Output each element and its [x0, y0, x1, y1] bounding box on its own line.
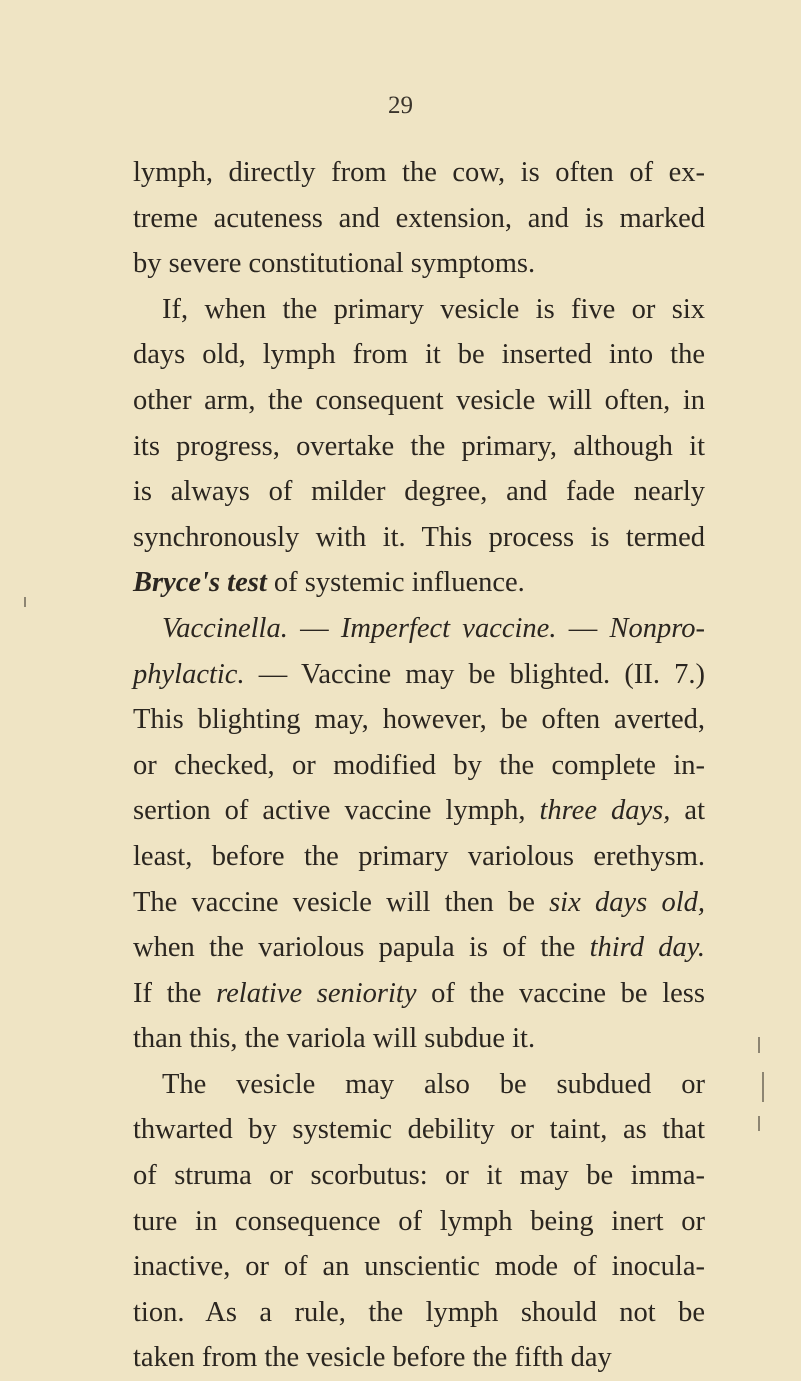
emphasis-text: relative seniority: [216, 977, 417, 1009]
text-segment: days old, lymph from it be inserted into the: [133, 339, 705, 371]
emphasis-text: third day.: [589, 932, 705, 964]
text-line: [133, 1290, 705, 1336]
text-line: [133, 1062, 705, 1108]
text-line: [133, 378, 705, 424]
text-line: [133, 743, 705, 789]
text-segment: of the vaccine be less: [416, 977, 705, 1009]
text-line: [133, 1107, 705, 1153]
text-segment: —: [556, 612, 610, 644]
text-line: [133, 560, 705, 606]
text-segment: by severe constitutional symptoms.: [133, 248, 536, 280]
text-line: [133, 515, 705, 561]
text-segment: This blighting may, however, be often averted,: [133, 704, 705, 736]
text-segment: treme acuteness and extension, and is marked: [133, 202, 705, 234]
emphasis-text: six days old,: [549, 886, 705, 918]
text-line: [133, 287, 705, 333]
text-line: [133, 652, 705, 698]
text-line: [133, 332, 705, 378]
text-segment: its progress, overtake the primary, although it: [133, 430, 705, 462]
text-segment: thwarted by systemic debility or taint, as that: [133, 1114, 705, 1146]
emphasis-text: Nonpro-: [609, 612, 706, 644]
text-segment: ture in consequence of lymph being inert or: [133, 1205, 705, 1237]
edge-mark: [758, 1037, 760, 1053]
text-line: [133, 925, 705, 971]
text-line: [133, 1244, 705, 1290]
text-line: [133, 1199, 705, 1245]
text-line: [133, 606, 705, 652]
text-segment: tion. As a rule, the lymph should not be: [133, 1296, 705, 1328]
text-line: [133, 241, 705, 287]
text-segment: of systemic influence.: [266, 567, 525, 599]
edge-mark: [758, 1116, 760, 1131]
page-number: 29: [388, 92, 413, 119]
text-segment: taken from the vesicle before the fifth day: [133, 1342, 612, 1374]
text-segment: other arm, the consequent vesicle will often, in: [133, 384, 705, 416]
text-segment: at: [670, 795, 705, 827]
text-segment: is always of milder degree, and fade nearly: [133, 476, 705, 508]
text-segment: of struma or scorbutus: or it may be imma-: [133, 1160, 705, 1192]
emphasis-text: three days,: [539, 795, 671, 827]
text-segment: least, before the primary variolous erethysm.: [133, 840, 705, 872]
text-segment: If, when the primary vesicle is five or six: [162, 293, 705, 325]
text-line: [133, 469, 705, 515]
text-line: [133, 1335, 705, 1381]
text-line: [133, 697, 705, 743]
text-segment: The vaccine vesicle will then be: [133, 886, 550, 918]
text-line: [133, 196, 705, 242]
text-segment: when the variolous papula is of the: [133, 932, 590, 964]
emphasis-text: Vaccinella.: [162, 612, 288, 644]
text-segment: lymph, directly from the cow, is often of ex-: [133, 157, 705, 188]
text-line: [133, 971, 705, 1017]
text-line: [133, 1016, 705, 1062]
text-line: [133, 150, 705, 196]
text-line: [133, 424, 705, 470]
text-segment: —: [287, 612, 341, 644]
text-line: [133, 834, 705, 880]
text-segment: or checked, or modified by the complete in-: [133, 749, 705, 781]
text-segment: than this, the variola will subdue it.: [133, 1023, 536, 1055]
text-line: [133, 1153, 705, 1199]
emphasis-text: Bryce's test: [133, 567, 267, 599]
margin-mark: [24, 597, 26, 607]
text-segment: — Vaccine may be blighted. (II. 7.): [244, 658, 705, 690]
text-line: [133, 880, 705, 926]
edge-mark: [762, 1072, 764, 1102]
body-text: [133, 150, 705, 1381]
emphasis-text: phylactic.: [133, 658, 245, 690]
text-segment: The vesicle may also be subdued or: [162, 1068, 705, 1100]
emphasis-text: Imperfect vaccine.: [340, 612, 557, 644]
text-segment: sertion of active vaccine lymph,: [133, 795, 540, 827]
text-line: [133, 788, 705, 834]
text-segment: inactive, or of an unscientic mode of inocula-: [133, 1251, 705, 1283]
text-segment: If the: [133, 977, 217, 1009]
text-segment: synchronously with it. This process is termed: [133, 521, 705, 553]
